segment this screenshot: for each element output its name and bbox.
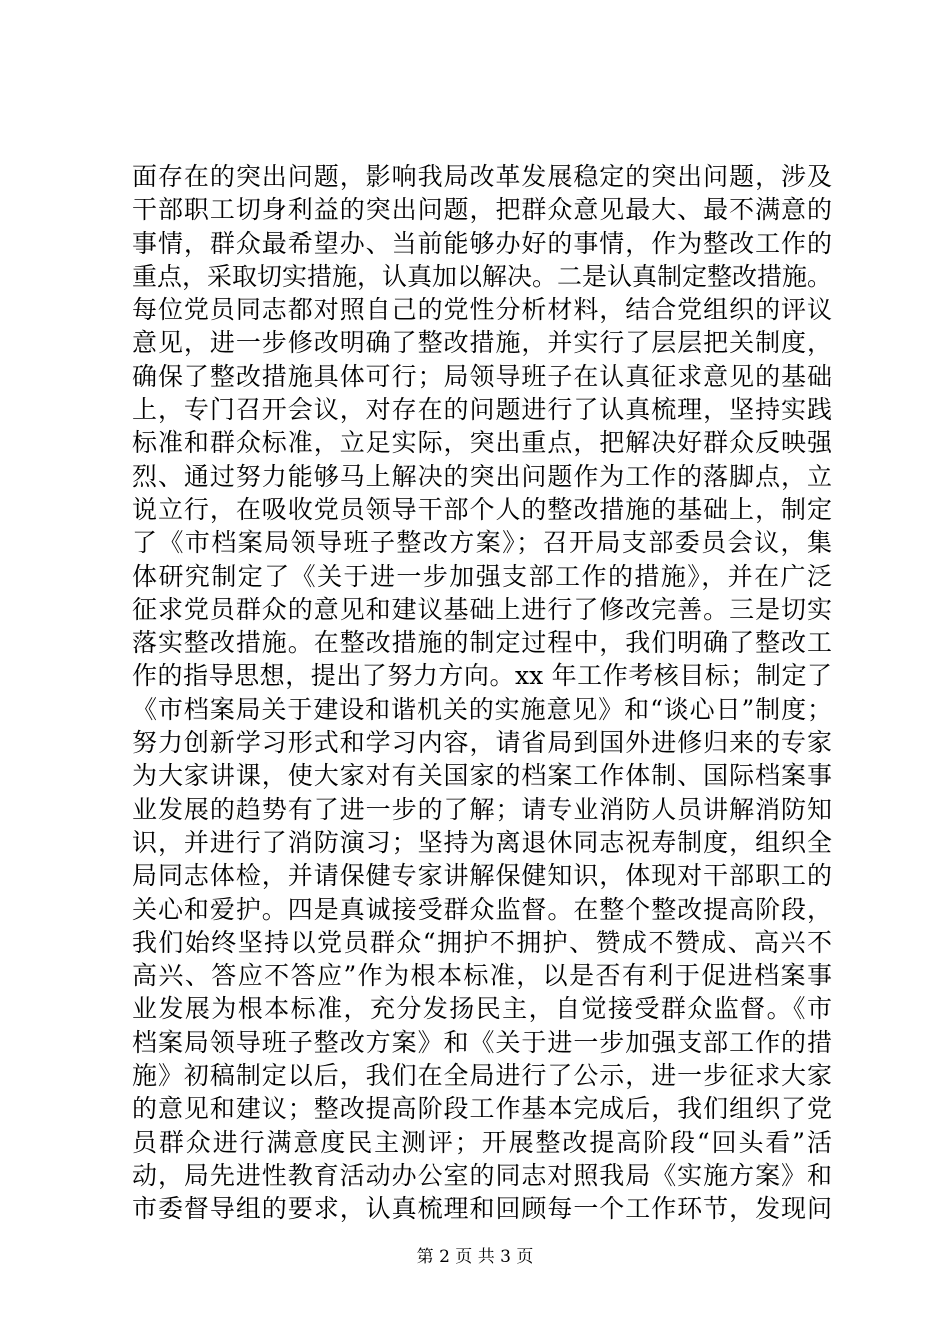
text-line: 业发展的趋势有了进一步的了解；请专业消防人员讲解消防知 (132, 794, 832, 824)
text-line: 每位党员同志都对照自己的党性分析材料，结合党组织的评议 (132, 295, 832, 325)
text-line: 烈、通过努力能够马上解决的突出问题作为工作的落脚点，立 (132, 461, 832, 491)
text-line: 意见，进一步修改明确了整改措施，并实行了层层把关制度， (132, 328, 832, 358)
text-line: 为大家讲课，使大家对有关国家的档案工作体制、国际档案事 (132, 761, 832, 791)
text-line: 说立行，在吸收党员领导干部个人的整改措施的基础上，制定 (132, 494, 832, 524)
text-line: 努力创新学习形式和学习内容，请省局到国外进修归来的专家 (132, 728, 832, 758)
text-line: 我们始终坚持以党员群众“拥护不拥护、赞成不赞成、高兴不 (132, 927, 832, 957)
body-text (132, 160, 832, 1226)
text-line: 作的指导思想，提出了努力方向。xx 年工作考核目标；制定了 (132, 661, 832, 691)
text-line: 体研究制定了《关于进一步加强支部工作的措施》，并在广泛 (132, 561, 832, 591)
text-line: 了《市档案局领导班子整改方案》；召开局支部委员会议，集 (132, 528, 832, 558)
text-line: 施》初稿制定以后，我们在全局进行了公示，进一步征求大家 (132, 1061, 832, 1091)
text-line: 员群众进行满意度民主测评；开展整改提高阶段“回头看”活 (132, 1127, 832, 1157)
text-line: 面存在的突出问题，影响我局改革发展稳定的突出问题，涉及 (132, 162, 832, 191)
text-line: 业发展为根本标准，充分发扬民主，自觉接受群众监督。《市 (132, 994, 832, 1024)
text-line: 档案局领导班子整改方案》和《关于进一步加强支部工作的措 (132, 1027, 832, 1057)
text-line: 局同志体检，并请保健专家讲解保健知识，体现对干部职工的 (132, 861, 832, 891)
text-line: 征求党员群众的意见和建议基础上进行了修改完善。三是切实 (132, 594, 832, 624)
text-line: 动，局先进性教育活动办公室的同志对照我局《实施方案》和 (132, 1160, 832, 1190)
text-line: 落实整改措施。在整改措施的制定过程中，我们明确了整改工 (132, 628, 832, 658)
text-line: 市委督导组的要求，认真梳理和回顾每一个工作环节，发现问 (132, 1194, 832, 1224)
text-line: 识，并进行了消防演习；坚持为离退休同志祝寿制度，组织全 (132, 827, 832, 857)
text-line: 事情，群众最希望办、当前能够办好的事情，作为整改工作的 (132, 228, 832, 258)
text-line: 干部职工切身利益的突出问题，把群众意见最大、最不满意的 (132, 195, 832, 225)
page-number-footer: 第 2 页 共 3 页 (416, 1247, 534, 1267)
text-line: 《市档案局关于建设和谐机关的实施意见》和“谈心日”制度； (132, 694, 832, 724)
text-line: 关心和爱护。四是真诚接受群众监督。在整个整改提高阶段， (132, 894, 832, 924)
text-line: 高兴、答应不答应”作为根本标准，以是否有利于促进档案事 (132, 961, 832, 991)
text-line: 确保了整改措施具体可行；局领导班子在认真征求意见的基础 (132, 361, 832, 391)
text-line: 重点，采取切实措施，认真加以解决。二是认真制定整改措施。 (132, 261, 833, 291)
text-line: 标准和群众标准，立足实际，突出重点，把解决好群众反映强 (132, 428, 832, 458)
text-line: 上，专门召开会议，对存在的问题进行了认真梳理，坚持实践 (132, 395, 832, 425)
text-line: 的意见和建议；整改提高阶段工作基本完成后，我们组织了党 (132, 1094, 832, 1124)
